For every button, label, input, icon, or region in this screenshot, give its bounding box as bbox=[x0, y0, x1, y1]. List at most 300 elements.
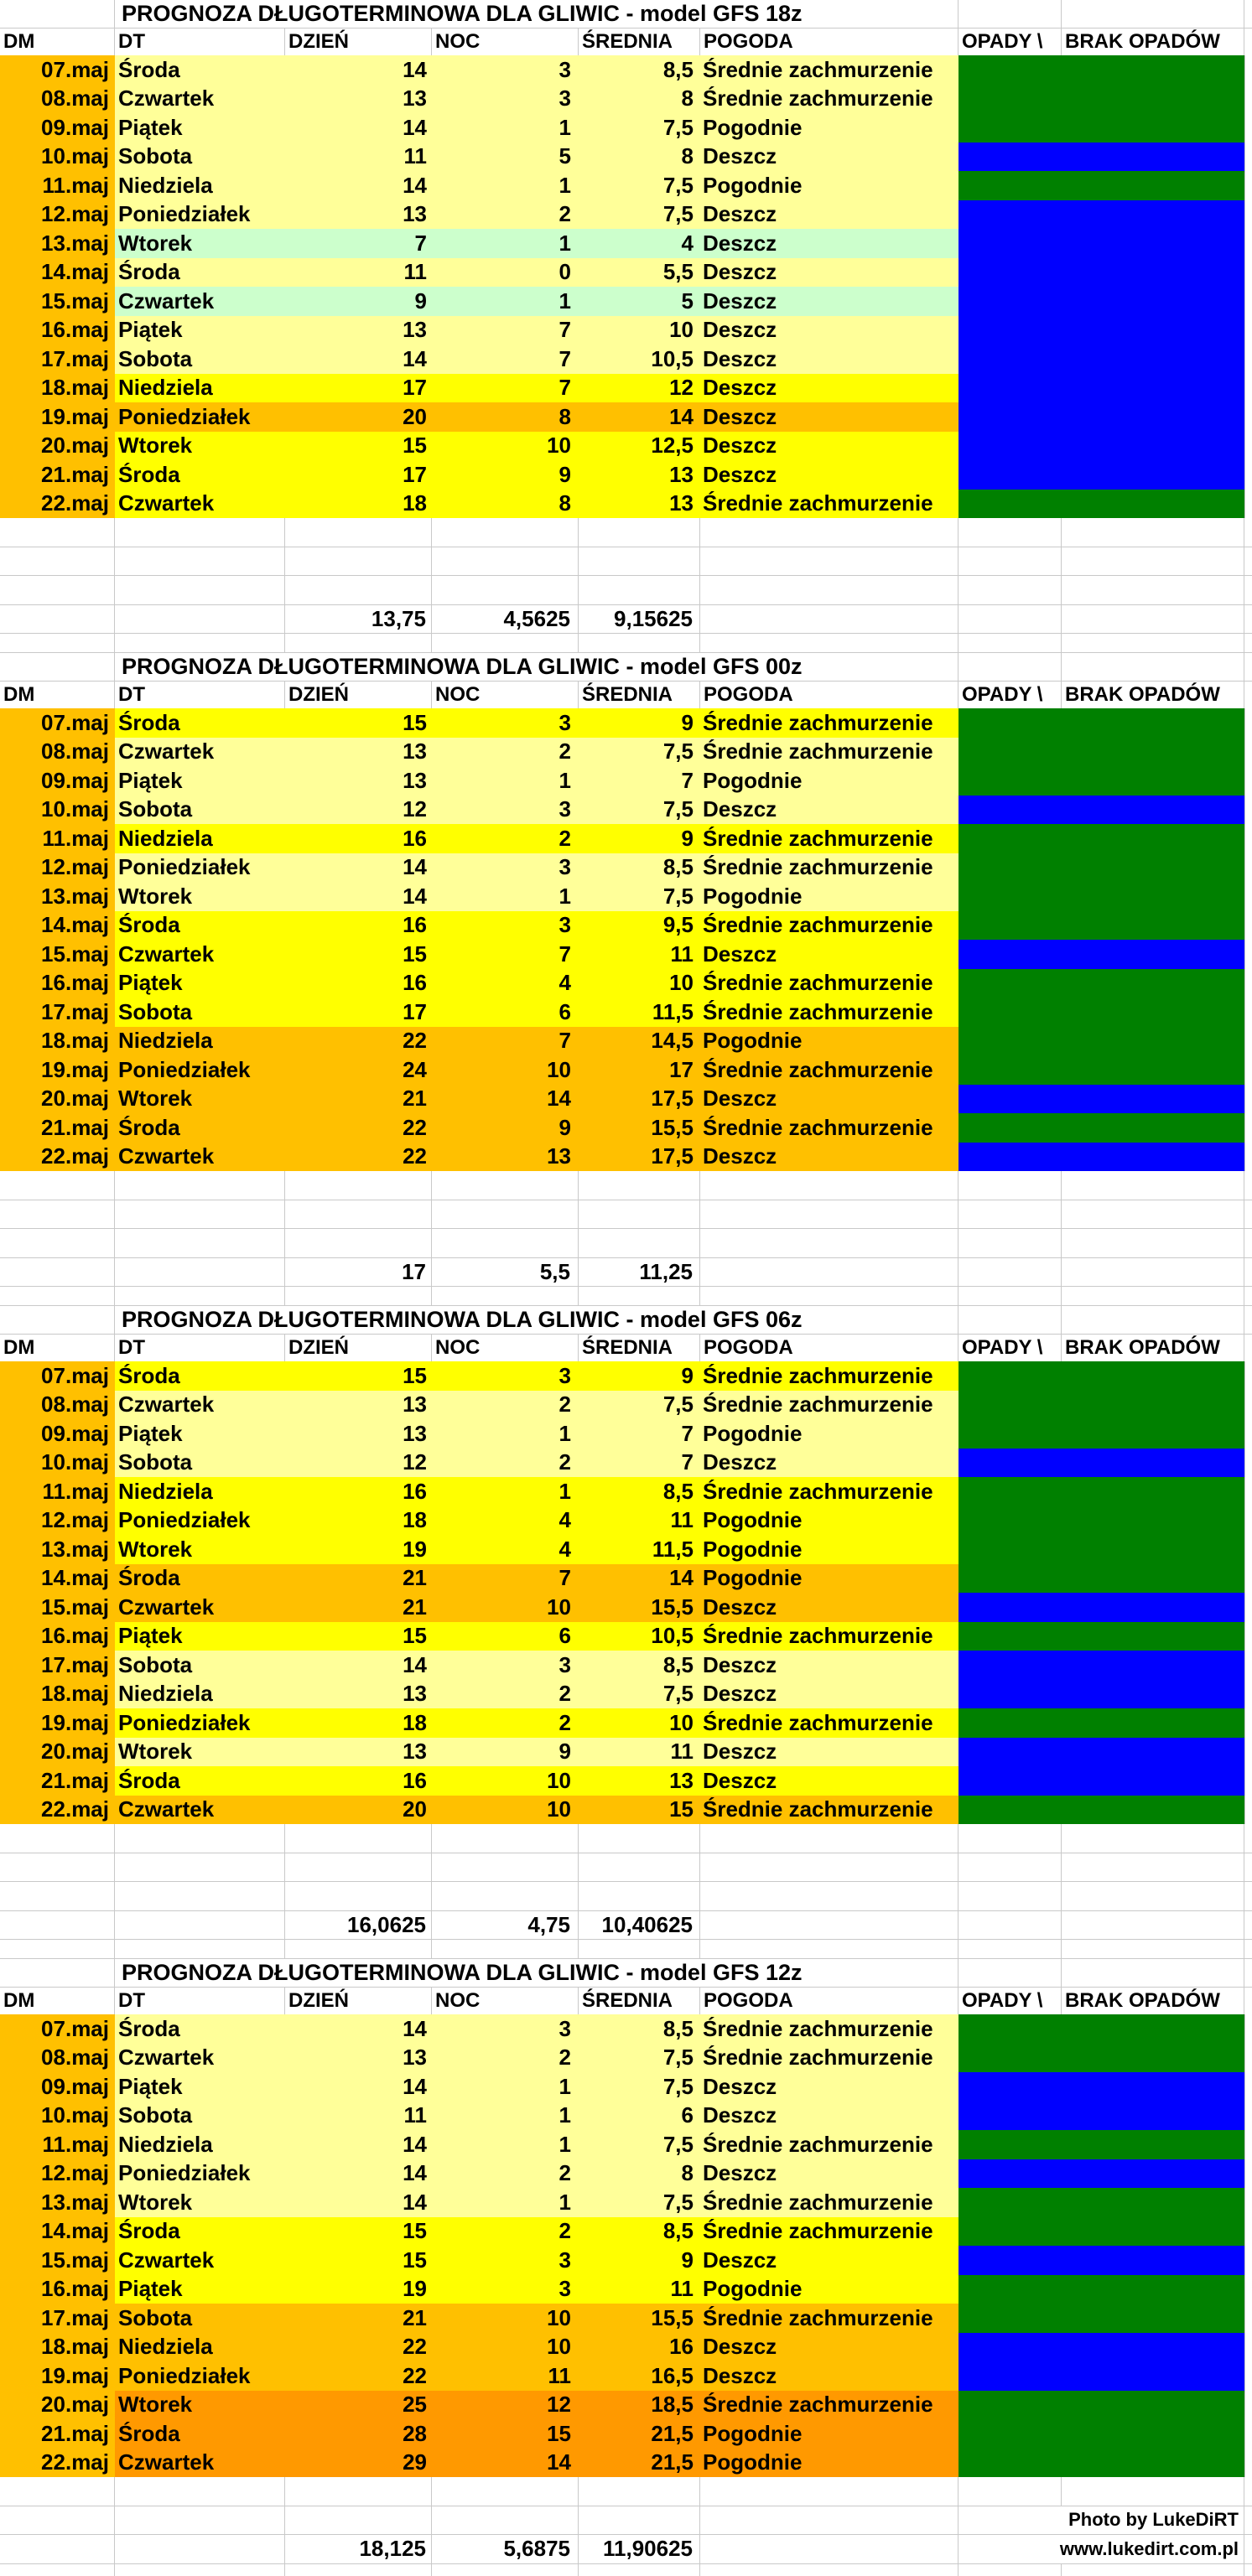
grid-cell[interactable] bbox=[432, 576, 579, 604]
cell-weekday[interactable]: Piątek bbox=[115, 969, 285, 998]
cell-day-temp[interactable]: 13 bbox=[285, 1738, 432, 1767]
grid-cell[interactable] bbox=[1244, 287, 1252, 316]
cell-weekday[interactable]: Czwartek bbox=[115, 2044, 285, 2073]
column-header-dt[interactable]: DT bbox=[115, 29, 285, 55]
cell-avg-temp[interactable]: 17,5 bbox=[579, 1143, 700, 1172]
cell-weekday[interactable]: Środa bbox=[115, 2217, 285, 2247]
cell-weekday[interactable]: Sobota bbox=[115, 143, 285, 172]
precip-indicator[interactable] bbox=[958, 2246, 1244, 2275]
cell-avg-temp[interactable]: 8,5 bbox=[579, 1477, 700, 1506]
cell-date[interactable]: 19.maj bbox=[0, 1055, 115, 1085]
grid-cell[interactable] bbox=[579, 518, 700, 547]
cell-date[interactable]: 13.maj bbox=[0, 882, 115, 911]
cell-date[interactable]: 12.maj bbox=[0, 200, 115, 230]
precip-indicator[interactable] bbox=[958, 1027, 1244, 1056]
grid-cell[interactable] bbox=[1244, 2564, 1252, 2576]
grid-cell[interactable] bbox=[1244, 738, 1252, 767]
cell-weather[interactable]: Deszcz bbox=[700, 1085, 958, 1114]
cell-night-temp[interactable]: 1 bbox=[432, 1419, 579, 1449]
grid-cell[interactable] bbox=[700, 605, 958, 634]
grid-cell[interactable] bbox=[1244, 2506, 1252, 2535]
cell-day-temp[interactable]: 19 bbox=[285, 2275, 432, 2304]
grid-cell[interactable] bbox=[1244, 1391, 1252, 1420]
grid-cell[interactable] bbox=[115, 1258, 285, 1287]
grid-cell[interactable] bbox=[1244, 2044, 1252, 2073]
cell-day-temp[interactable]: 18 bbox=[285, 1708, 432, 1738]
cell-date[interactable]: 07.maj bbox=[0, 1361, 115, 1391]
grid-cell[interactable] bbox=[958, 1959, 1062, 1987]
precip-indicator[interactable] bbox=[958, 766, 1244, 796]
grid-cell[interactable] bbox=[1244, 2014, 1252, 2044]
cell-weather[interactable]: Średnie zachmurzenie bbox=[700, 1477, 958, 1506]
cell-day-temp[interactable]: 15 bbox=[285, 2217, 432, 2247]
cell-date[interactable]: 10.maj bbox=[0, 796, 115, 825]
grid-cell[interactable] bbox=[1244, 998, 1252, 1027]
grid-cell[interactable] bbox=[1062, 1200, 1244, 1229]
precip-indicator[interactable] bbox=[958, 1738, 1244, 1767]
cell-weather[interactable]: Średnie zachmurzenie bbox=[700, 1391, 958, 1420]
cell-weather[interactable]: Średnie zachmurzenie bbox=[700, 708, 958, 738]
summary-day-avg[interactable]: 13,75 bbox=[285, 605, 432, 634]
grid-cell[interactable] bbox=[285, 1853, 432, 1882]
cell-date[interactable]: 16.maj bbox=[0, 969, 115, 998]
grid-cell[interactable] bbox=[432, 518, 579, 547]
grid-cell[interactable] bbox=[432, 2477, 579, 2506]
cell-avg-temp[interactable]: 10 bbox=[579, 316, 700, 345]
grid-cell[interactable] bbox=[1244, 2304, 1252, 2333]
cell-night-temp[interactable]: 3 bbox=[432, 85, 579, 114]
grid-cell[interactable] bbox=[1244, 882, 1252, 911]
grid-cell[interactable] bbox=[285, 1229, 432, 1257]
cell-day-temp[interactable]: 14 bbox=[285, 345, 432, 374]
cell-day-temp[interactable]: 19 bbox=[285, 1535, 432, 1564]
column-header-weather[interactable]: POGODA bbox=[700, 682, 958, 708]
cell-night-temp[interactable]: 10 bbox=[432, 1796, 579, 1825]
precip-indicator[interactable] bbox=[958, 824, 1244, 853]
cell-weather[interactable]: Pogodnie bbox=[700, 1506, 958, 1536]
cell-weather[interactable]: Deszcz bbox=[700, 200, 958, 230]
precip-indicator[interactable] bbox=[958, 1651, 1244, 1680]
grid-cell[interactable] bbox=[700, 576, 958, 604]
precip-indicator[interactable] bbox=[958, 143, 1244, 172]
grid-cell[interactable] bbox=[579, 1824, 700, 1853]
grid-cell[interactable] bbox=[1244, 2361, 1252, 2391]
cell-day-temp[interactable]: 13 bbox=[285, 738, 432, 767]
cell-night-temp[interactable]: 1 bbox=[432, 113, 579, 143]
cell-day-temp[interactable]: 28 bbox=[285, 2419, 432, 2449]
cell-weather[interactable]: Średnie zachmurzenie bbox=[700, 969, 958, 998]
cell-avg-temp[interactable]: 7,5 bbox=[579, 2044, 700, 2073]
cell-weather[interactable]: Pogodnie bbox=[700, 1535, 958, 1564]
grid-cell[interactable] bbox=[700, 1200, 958, 1229]
cell-night-temp[interactable]: 9 bbox=[432, 460, 579, 490]
grid-cell[interactable] bbox=[115, 634, 285, 652]
cell-day-temp[interactable]: 22 bbox=[285, 1113, 432, 1143]
grid-cell[interactable] bbox=[958, 1258, 1062, 1287]
precip-indicator[interactable] bbox=[958, 85, 1244, 114]
cell-night-temp[interactable]: 7 bbox=[432, 345, 579, 374]
column-header-night[interactable]: NOC bbox=[432, 29, 579, 55]
cell-avg-temp[interactable]: 15 bbox=[579, 1796, 700, 1825]
grid-cell[interactable] bbox=[958, 518, 1062, 547]
cell-date[interactable]: 14.maj bbox=[0, 258, 115, 288]
cell-weekday[interactable]: Środa bbox=[115, 1361, 285, 1391]
cell-weekday[interactable]: Niedziela bbox=[115, 1027, 285, 1056]
column-header-precip[interactable]: OPADY \ bbox=[958, 682, 1062, 708]
cell-weekday[interactable]: Czwartek bbox=[115, 287, 285, 316]
grid-cell[interactable] bbox=[958, 576, 1062, 604]
cell-day-temp[interactable]: 21 bbox=[285, 2304, 432, 2333]
grid-cell[interactable] bbox=[958, 2477, 1062, 2506]
grid-cell[interactable] bbox=[432, 1171, 579, 1200]
cell-weather[interactable]: Deszcz bbox=[700, 287, 958, 316]
cell-date[interactable]: 21.maj bbox=[0, 1113, 115, 1143]
cell-date[interactable]: 11.maj bbox=[0, 2130, 115, 2159]
cell-date[interactable]: 17.maj bbox=[0, 2304, 115, 2333]
grid-cell[interactable] bbox=[579, 1229, 700, 1257]
cell-weather[interactable]: Pogodnie bbox=[700, 766, 958, 796]
precip-indicator[interactable] bbox=[958, 345, 1244, 374]
cell-date[interactable]: 13.maj bbox=[0, 1535, 115, 1564]
column-header-dm[interactable]: DM bbox=[0, 29, 115, 55]
cell-date[interactable]: 10.maj bbox=[0, 2102, 115, 2131]
grid-cell[interactable] bbox=[1244, 1361, 1252, 1391]
cell-weekday[interactable]: Niedziela bbox=[115, 1680, 285, 1709]
cell-date[interactable]: 11.maj bbox=[0, 171, 115, 200]
cell-day-temp[interactable]: 13 bbox=[285, 85, 432, 114]
cell-date[interactable]: 10.maj bbox=[0, 1449, 115, 1478]
cell-weekday[interactable]: Wtorek bbox=[115, 882, 285, 911]
column-header-dm[interactable]: DM bbox=[0, 682, 115, 708]
column-header-day[interactable]: DZIEŃ bbox=[285, 682, 432, 708]
cell-date[interactable]: 11.maj bbox=[0, 824, 115, 853]
cell-weather[interactable]: Średnie zachmurzenie bbox=[700, 853, 958, 883]
cell-avg-temp[interactable]: 9,5 bbox=[579, 911, 700, 941]
grid-cell[interactable] bbox=[1244, 547, 1252, 576]
cell-weekday[interactable]: Piątek bbox=[115, 316, 285, 345]
cell-weekday[interactable]: Piątek bbox=[115, 2275, 285, 2304]
cell-weekday[interactable]: Sobota bbox=[115, 2102, 285, 2131]
cell-avg-temp[interactable]: 14 bbox=[579, 402, 700, 432]
cell-weekday[interactable]: Sobota bbox=[115, 1651, 285, 1680]
precip-indicator[interactable] bbox=[958, 796, 1244, 825]
cell-avg-temp[interactable]: 11 bbox=[579, 940, 700, 969]
cell-weekday[interactable]: Środa bbox=[115, 460, 285, 490]
grid-cell[interactable] bbox=[0, 1940, 115, 1958]
column-header-no-precip[interactable]: BRAK OPADÓW bbox=[1062, 29, 1244, 55]
cell-weekday[interactable]: Sobota bbox=[115, 2304, 285, 2333]
cell-avg-temp[interactable]: 6 bbox=[579, 2102, 700, 2131]
summary-total-avg[interactable]: 11,25 bbox=[579, 1258, 700, 1287]
grid-cell[interactable] bbox=[1244, 2072, 1252, 2102]
cell-date[interactable]: 09.maj bbox=[0, 1419, 115, 1449]
grid-cell[interactable] bbox=[700, 518, 958, 547]
column-header-weather[interactable]: POGODA bbox=[700, 1335, 958, 1361]
cell-avg-temp[interactable]: 7,5 bbox=[579, 882, 700, 911]
grid-cell[interactable] bbox=[115, 2564, 285, 2576]
grid-cell[interactable] bbox=[700, 1940, 958, 1958]
cell-day-temp[interactable]: 15 bbox=[285, 1622, 432, 1651]
grid-cell[interactable] bbox=[1244, 1085, 1252, 1114]
grid-cell[interactable] bbox=[0, 653, 115, 681]
cell-night-temp[interactable]: 14 bbox=[432, 2449, 579, 2478]
cell-day-temp[interactable]: 20 bbox=[285, 402, 432, 432]
cell-night-temp[interactable]: 3 bbox=[432, 708, 579, 738]
grid-cell[interactable] bbox=[432, 547, 579, 576]
cell-weather[interactable]: Deszcz bbox=[700, 1143, 958, 1172]
cell-weekday[interactable]: Niedziela bbox=[115, 2333, 285, 2362]
cell-weather[interactable]: Średnie zachmurzenie bbox=[700, 2188, 958, 2217]
cell-day-temp[interactable]: 21 bbox=[285, 1085, 432, 1114]
summary-night-avg[interactable]: 5,5 bbox=[432, 1258, 579, 1287]
cell-avg-temp[interactable]: 7,5 bbox=[579, 2188, 700, 2217]
cell-weather[interactable]: Pogodnie bbox=[700, 1564, 958, 1594]
precip-indicator[interactable] bbox=[958, 969, 1244, 998]
cell-avg-temp[interactable]: 7,5 bbox=[579, 200, 700, 230]
grid-cell[interactable] bbox=[0, 1824, 115, 1853]
cell-avg-temp[interactable]: 8 bbox=[579, 85, 700, 114]
cell-night-temp[interactable]: 1 bbox=[432, 229, 579, 258]
cell-avg-temp[interactable]: 12,5 bbox=[579, 432, 700, 461]
precip-indicator[interactable] bbox=[958, 1449, 1244, 1478]
grid-cell[interactable] bbox=[115, 1911, 285, 1940]
cell-date[interactable]: 08.maj bbox=[0, 2044, 115, 2073]
cell-weather[interactable]: Deszcz bbox=[700, 1766, 958, 1796]
grid-cell[interactable] bbox=[1244, 1680, 1252, 1709]
cell-date[interactable]: 15.maj bbox=[0, 1593, 115, 1622]
cell-day-temp[interactable]: 17 bbox=[285, 460, 432, 490]
column-header-precip[interactable]: OPADY \ bbox=[958, 1988, 1062, 2014]
cell-day-temp[interactable]: 14 bbox=[285, 2014, 432, 2044]
cell-weekday[interactable]: Piątek bbox=[115, 1419, 285, 1449]
cell-day-temp[interactable]: 13 bbox=[285, 200, 432, 230]
cell-day-temp[interactable]: 7 bbox=[285, 229, 432, 258]
cell-night-temp[interactable]: 4 bbox=[432, 969, 579, 998]
cell-day-temp[interactable]: 22 bbox=[285, 2333, 432, 2362]
cell-weekday[interactable]: Środa bbox=[115, 1564, 285, 1594]
grid-cell[interactable] bbox=[1244, 576, 1252, 604]
cell-weather[interactable]: Deszcz bbox=[700, 402, 958, 432]
grid-cell[interactable] bbox=[1244, 1853, 1252, 1882]
cell-day-temp[interactable]: 13 bbox=[285, 766, 432, 796]
grid-cell[interactable] bbox=[958, 547, 1062, 576]
cell-date[interactable]: 17.maj bbox=[0, 1651, 115, 1680]
grid-cell[interactable] bbox=[0, 1306, 115, 1334]
grid-cell[interactable] bbox=[1244, 1419, 1252, 1449]
cell-weekday[interactable]: Poniedziałek bbox=[115, 2159, 285, 2189]
cell-day-temp[interactable]: 14 bbox=[285, 2159, 432, 2189]
cell-day-temp[interactable]: 14 bbox=[285, 1651, 432, 1680]
cell-avg-temp[interactable]: 9 bbox=[579, 824, 700, 853]
precip-indicator[interactable] bbox=[958, 1055, 1244, 1085]
cell-avg-temp[interactable]: 17,5 bbox=[579, 1085, 700, 1114]
cell-day-temp[interactable]: 17 bbox=[285, 374, 432, 403]
grid-cell[interactable] bbox=[1244, 1959, 1252, 1987]
grid-cell[interactable] bbox=[700, 547, 958, 576]
grid-cell[interactable] bbox=[432, 1940, 579, 1958]
grid-cell[interactable] bbox=[1244, 940, 1252, 969]
grid-cell[interactable] bbox=[958, 2564, 1062, 2576]
cell-avg-temp[interactable]: 21,5 bbox=[579, 2449, 700, 2478]
cell-weather[interactable]: Średnie zachmurzenie bbox=[700, 1708, 958, 1738]
cell-weather[interactable]: Pogodnie bbox=[700, 882, 958, 911]
cell-night-temp[interactable]: 3 bbox=[432, 2246, 579, 2275]
precip-indicator[interactable] bbox=[958, 998, 1244, 1027]
cell-date[interactable]: 09.maj bbox=[0, 2072, 115, 2102]
cell-night-temp[interactable]: 13 bbox=[432, 1143, 579, 1172]
cell-day-temp[interactable]: 13 bbox=[285, 1391, 432, 1420]
precip-indicator[interactable] bbox=[958, 738, 1244, 767]
cell-weather[interactable]: Deszcz bbox=[700, 2159, 958, 2189]
cell-date[interactable]: 12.maj bbox=[0, 853, 115, 883]
cell-day-temp[interactable]: 29 bbox=[285, 2449, 432, 2478]
cell-day-temp[interactable]: 14 bbox=[285, 2188, 432, 2217]
grid-cell[interactable] bbox=[1244, 432, 1252, 461]
cell-weekday[interactable]: Wtorek bbox=[115, 2391, 285, 2420]
grid-cell[interactable] bbox=[432, 1853, 579, 1882]
grid-cell[interactable] bbox=[1244, 2391, 1252, 2420]
grid-cell[interactable] bbox=[432, 1882, 579, 1910]
cell-avg-temp[interactable]: 7 bbox=[579, 1419, 700, 1449]
grid-cell[interactable] bbox=[1244, 229, 1252, 258]
grid-cell[interactable] bbox=[432, 1287, 579, 1305]
cell-weekday[interactable]: Poniedziałek bbox=[115, 1708, 285, 1738]
column-header-day[interactable]: DZIEŃ bbox=[285, 1988, 432, 2014]
grid-cell[interactable] bbox=[958, 634, 1062, 652]
grid-cell[interactable] bbox=[1062, 605, 1244, 634]
grid-cell[interactable] bbox=[1244, 766, 1252, 796]
grid-cell[interactable] bbox=[1244, 605, 1252, 634]
precip-indicator[interactable] bbox=[958, 2159, 1244, 2189]
cell-weather[interactable]: Deszcz bbox=[700, 796, 958, 825]
column-header-no-precip[interactable]: BRAK OPADÓW bbox=[1062, 1335, 1244, 1361]
cell-night-temp[interactable]: 3 bbox=[432, 853, 579, 883]
grid-cell[interactable] bbox=[1244, 55, 1252, 85]
precip-indicator[interactable] bbox=[958, 1477, 1244, 1506]
grid-cell[interactable] bbox=[1244, 2449, 1252, 2478]
cell-date[interactable]: 09.maj bbox=[0, 766, 115, 796]
grid-cell[interactable] bbox=[285, 518, 432, 547]
grid-cell[interactable] bbox=[285, 2564, 432, 2576]
grid-cell[interactable] bbox=[1244, 1506, 1252, 1536]
cell-weekday[interactable]: Środa bbox=[115, 708, 285, 738]
grid-cell[interactable] bbox=[958, 1171, 1062, 1200]
cell-date[interactable]: 15.maj bbox=[0, 940, 115, 969]
grid-cell[interactable] bbox=[285, 1882, 432, 1910]
cell-date[interactable]: 20.maj bbox=[0, 2391, 115, 2420]
column-header-night[interactable]: NOC bbox=[432, 682, 579, 708]
cell-avg-temp[interactable]: 13 bbox=[579, 460, 700, 490]
precip-indicator[interactable] bbox=[958, 911, 1244, 941]
cell-date[interactable]: 13.maj bbox=[0, 2188, 115, 2217]
grid-cell[interactable] bbox=[1244, 1622, 1252, 1651]
cell-weather[interactable]: Średnie zachmurzenie bbox=[700, 2014, 958, 2044]
grid-cell[interactable] bbox=[1244, 1708, 1252, 1738]
cell-avg-temp[interactable]: 8 bbox=[579, 2159, 700, 2189]
cell-weekday[interactable]: Środa bbox=[115, 55, 285, 85]
precip-indicator[interactable] bbox=[958, 1085, 1244, 1114]
cell-weekday[interactable]: Niedziela bbox=[115, 1477, 285, 1506]
grid-cell[interactable] bbox=[1062, 634, 1244, 652]
cell-weekday[interactable]: Czwartek bbox=[115, 940, 285, 969]
cell-night-temp[interactable]: 2 bbox=[432, 1391, 579, 1420]
grid-cell[interactable] bbox=[432, 1824, 579, 1853]
column-header-avg[interactable]: ŚREDNIA bbox=[579, 1335, 700, 1361]
grid-cell[interactable] bbox=[0, 605, 115, 634]
grid-cell[interactable] bbox=[1244, 796, 1252, 825]
grid-cell[interactable] bbox=[1244, 1055, 1252, 1085]
grid-cell[interactable] bbox=[115, 1287, 285, 1305]
cell-day-temp[interactable]: 22 bbox=[285, 1027, 432, 1056]
cell-day-temp[interactable]: 11 bbox=[285, 2102, 432, 2131]
table-title[interactable]: PROGNOZA DŁUGOTERMINOWA DLA GLIWIC - model GFS 12z bbox=[115, 1959, 958, 1987]
cell-date[interactable]: 21.maj bbox=[0, 2419, 115, 2449]
cell-night-temp[interactable]: 10 bbox=[432, 1593, 579, 1622]
grid-cell[interactable] bbox=[1062, 547, 1244, 576]
grid-cell[interactable] bbox=[285, 2506, 432, 2535]
cell-night-temp[interactable]: 7 bbox=[432, 1027, 579, 1056]
cell-avg-temp[interactable]: 11 bbox=[579, 2275, 700, 2304]
cell-avg-temp[interactable]: 7,5 bbox=[579, 738, 700, 767]
cell-date[interactable]: 12.maj bbox=[0, 2159, 115, 2189]
grid-cell[interactable] bbox=[1244, 708, 1252, 738]
cell-date[interactable]: 14.maj bbox=[0, 911, 115, 941]
cell-avg-temp[interactable]: 16,5 bbox=[579, 2361, 700, 2391]
precip-indicator[interactable] bbox=[958, 940, 1244, 969]
cell-night-temp[interactable]: 2 bbox=[432, 2044, 579, 2073]
cell-weather[interactable]: Deszcz bbox=[700, 1593, 958, 1622]
grid-cell[interactable] bbox=[1244, 374, 1252, 403]
grid-cell[interactable] bbox=[1062, 1853, 1244, 1882]
cell-night-temp[interactable]: 1 bbox=[432, 2102, 579, 2131]
grid-cell[interactable] bbox=[700, 2506, 958, 2535]
cell-night-temp[interactable]: 10 bbox=[432, 1055, 579, 1085]
cell-weekday[interactable]: Piątek bbox=[115, 766, 285, 796]
grid-cell[interactable] bbox=[0, 2535, 115, 2563]
cell-weekday[interactable]: Niedziela bbox=[115, 2130, 285, 2159]
cell-avg-temp[interactable]: 10,5 bbox=[579, 345, 700, 374]
grid-cell[interactable] bbox=[0, 1959, 115, 1987]
grid-cell[interactable] bbox=[0, 1882, 115, 1910]
grid-cell[interactable] bbox=[0, 1171, 115, 1200]
cell-date[interactable]: 22.maj bbox=[0, 490, 115, 519]
cell-night-temp[interactable]: 12 bbox=[432, 2391, 579, 2420]
cell-avg-temp[interactable]: 7 bbox=[579, 766, 700, 796]
grid-cell[interactable] bbox=[0, 1853, 115, 1882]
grid-cell[interactable] bbox=[432, 1200, 579, 1229]
summary-night-avg[interactable]: 4,75 bbox=[432, 1911, 579, 1940]
grid-cell[interactable] bbox=[1244, 402, 1252, 432]
cell-weather[interactable]: Deszcz bbox=[700, 2102, 958, 2131]
cell-date[interactable]: 15.maj bbox=[0, 2246, 115, 2275]
cell-weekday[interactable]: Czwartek bbox=[115, 1391, 285, 1420]
cell-night-temp[interactable]: 3 bbox=[432, 1361, 579, 1391]
precip-indicator[interactable] bbox=[958, 258, 1244, 288]
precip-indicator[interactable] bbox=[958, 1391, 1244, 1420]
precip-indicator[interactable] bbox=[958, 287, 1244, 316]
grid-cell[interactable] bbox=[285, 1287, 432, 1305]
grid-cell[interactable] bbox=[1062, 1959, 1244, 1987]
cell-avg-temp[interactable]: 14 bbox=[579, 1564, 700, 1594]
cell-weather[interactable]: Średnie zachmurzenie bbox=[700, 2044, 958, 2073]
cell-day-temp[interactable]: 14 bbox=[285, 882, 432, 911]
cell-night-temp[interactable]: 1 bbox=[432, 2072, 579, 2102]
precip-indicator[interactable] bbox=[958, 1593, 1244, 1622]
column-header-no-precip[interactable]: BRAK OPADÓW bbox=[1062, 1988, 1244, 2014]
cell-avg-temp[interactable]: 10 bbox=[579, 969, 700, 998]
grid-cell[interactable] bbox=[1244, 171, 1252, 200]
grid-cell[interactable] bbox=[1244, 1988, 1252, 2014]
